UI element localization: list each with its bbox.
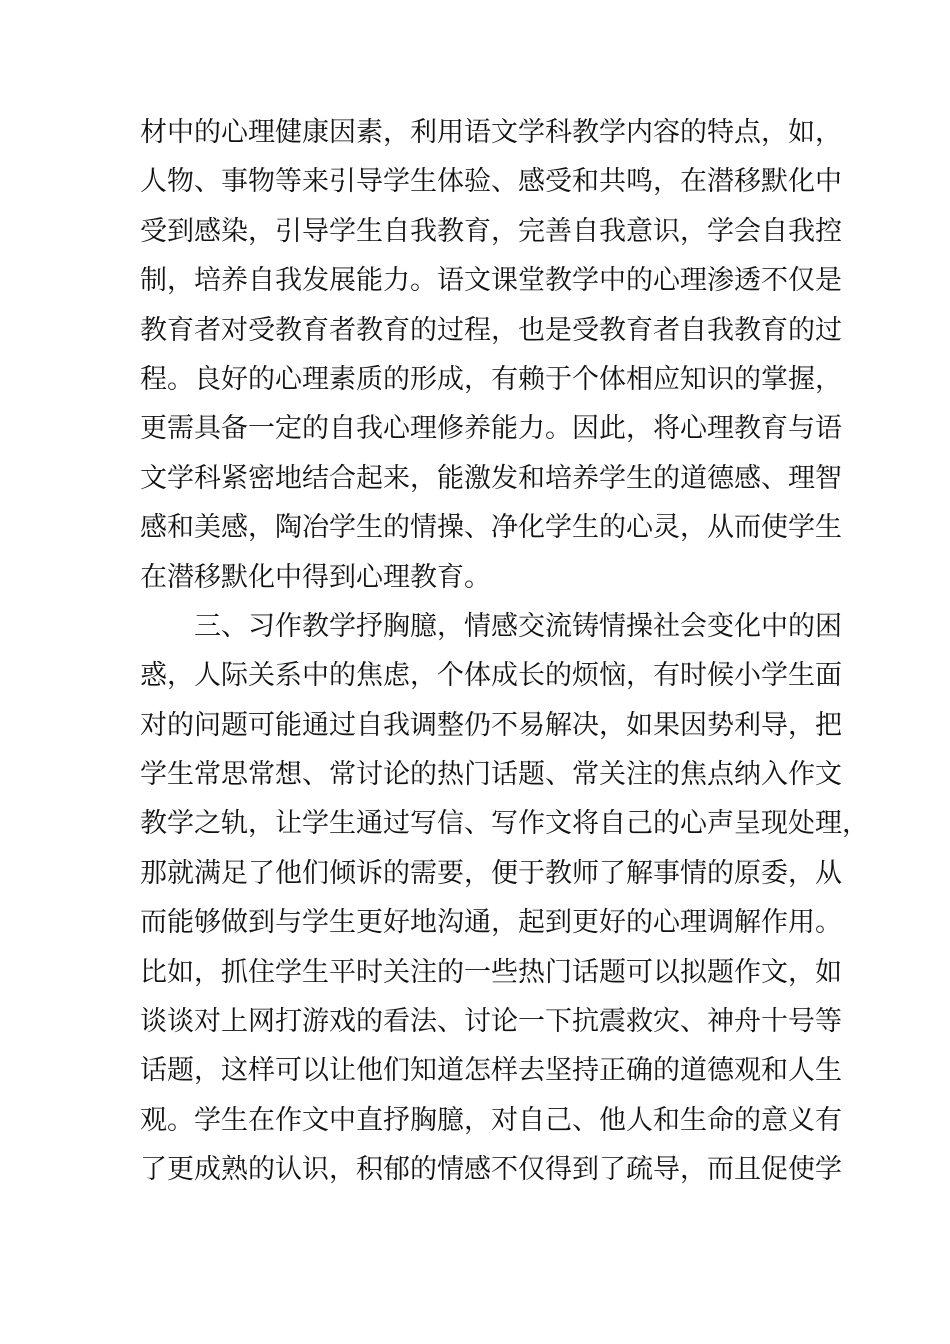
text-line: 材中的心理健康因素，利用语文学科教学内容的特点，如， <box>140 117 842 148</box>
text-line: 感和美感，陶冶学生的情操、净化学生的心灵，从而使学生 <box>140 512 842 544</box>
text-line: 在潜移默化中得到心理教育。 <box>140 561 491 593</box>
text-line: 话题，这样可以让他们知道怎样去坚持正确的道德观和人生 <box>140 1055 842 1087</box>
text-line: 教育者对受教育者教育的过程，也是受教育者自我教育的过 <box>140 314 842 346</box>
text-line: 对的问题可能通过自我调整仍不易解决，如果因势利导，把 <box>140 709 842 741</box>
text-line: 受到感染，引导学生自我教育，完善自我意识，学会自我控 <box>140 215 842 247</box>
body-text <box>140 108 869 1195</box>
text-line: 了更成熟的认识，积郁的情感不仅得到了疏导，而且促使学 <box>140 1154 842 1186</box>
text-line: 文学科紧密地结合起来，能激发和培养学生的道德感、理智 <box>140 462 842 494</box>
section-heading-line: 三、习作教学抒胸臆，情感交流铸情操社会变化中的困 <box>194 610 842 642</box>
text-line: 观。学生在作文中直抒胸臆，对自己、他人和生命的意义有 <box>140 1104 842 1136</box>
text-line: 教学之轨，让学生通过写信、写作文将自己的心声呈现处理， <box>140 808 869 840</box>
text-line: 制，培养自我发展能力。语文课堂教学中的心理渗透不仅是 <box>140 265 842 297</box>
text-line: 程。良好的心理素质的形成，有赖于个体相应知识的掌握， <box>140 363 842 395</box>
text-line: 更需具备一定的自我心理修养能力。因此，将心理教育与语 <box>140 413 842 445</box>
text-line: 学生常思常想、常讨论的热门话题、常关注的焦点纳入作文 <box>140 759 842 791</box>
text-line: 谈谈对上网打游戏的看法、讨论一下抗震救灾、神舟十号等 <box>140 1006 842 1038</box>
text-line: 而能够做到与学生更好地沟通，起到更好的心理调解作用。 <box>140 907 842 939</box>
text-line: 人物、事物等来引导学生体验、感受和共鸣，在潜移默化中 <box>140 166 842 198</box>
text-line: 惑，人际关系中的焦虑，个体成长的烦恼，有时候小学生面 <box>140 660 842 692</box>
text-line: 那就满足了他们倾诉的需要，便于教师了解事情的原委，从 <box>140 857 842 889</box>
text-line: 比如，抓住学生平时关注的一些热门话题可以拟题作文，如 <box>140 956 842 988</box>
